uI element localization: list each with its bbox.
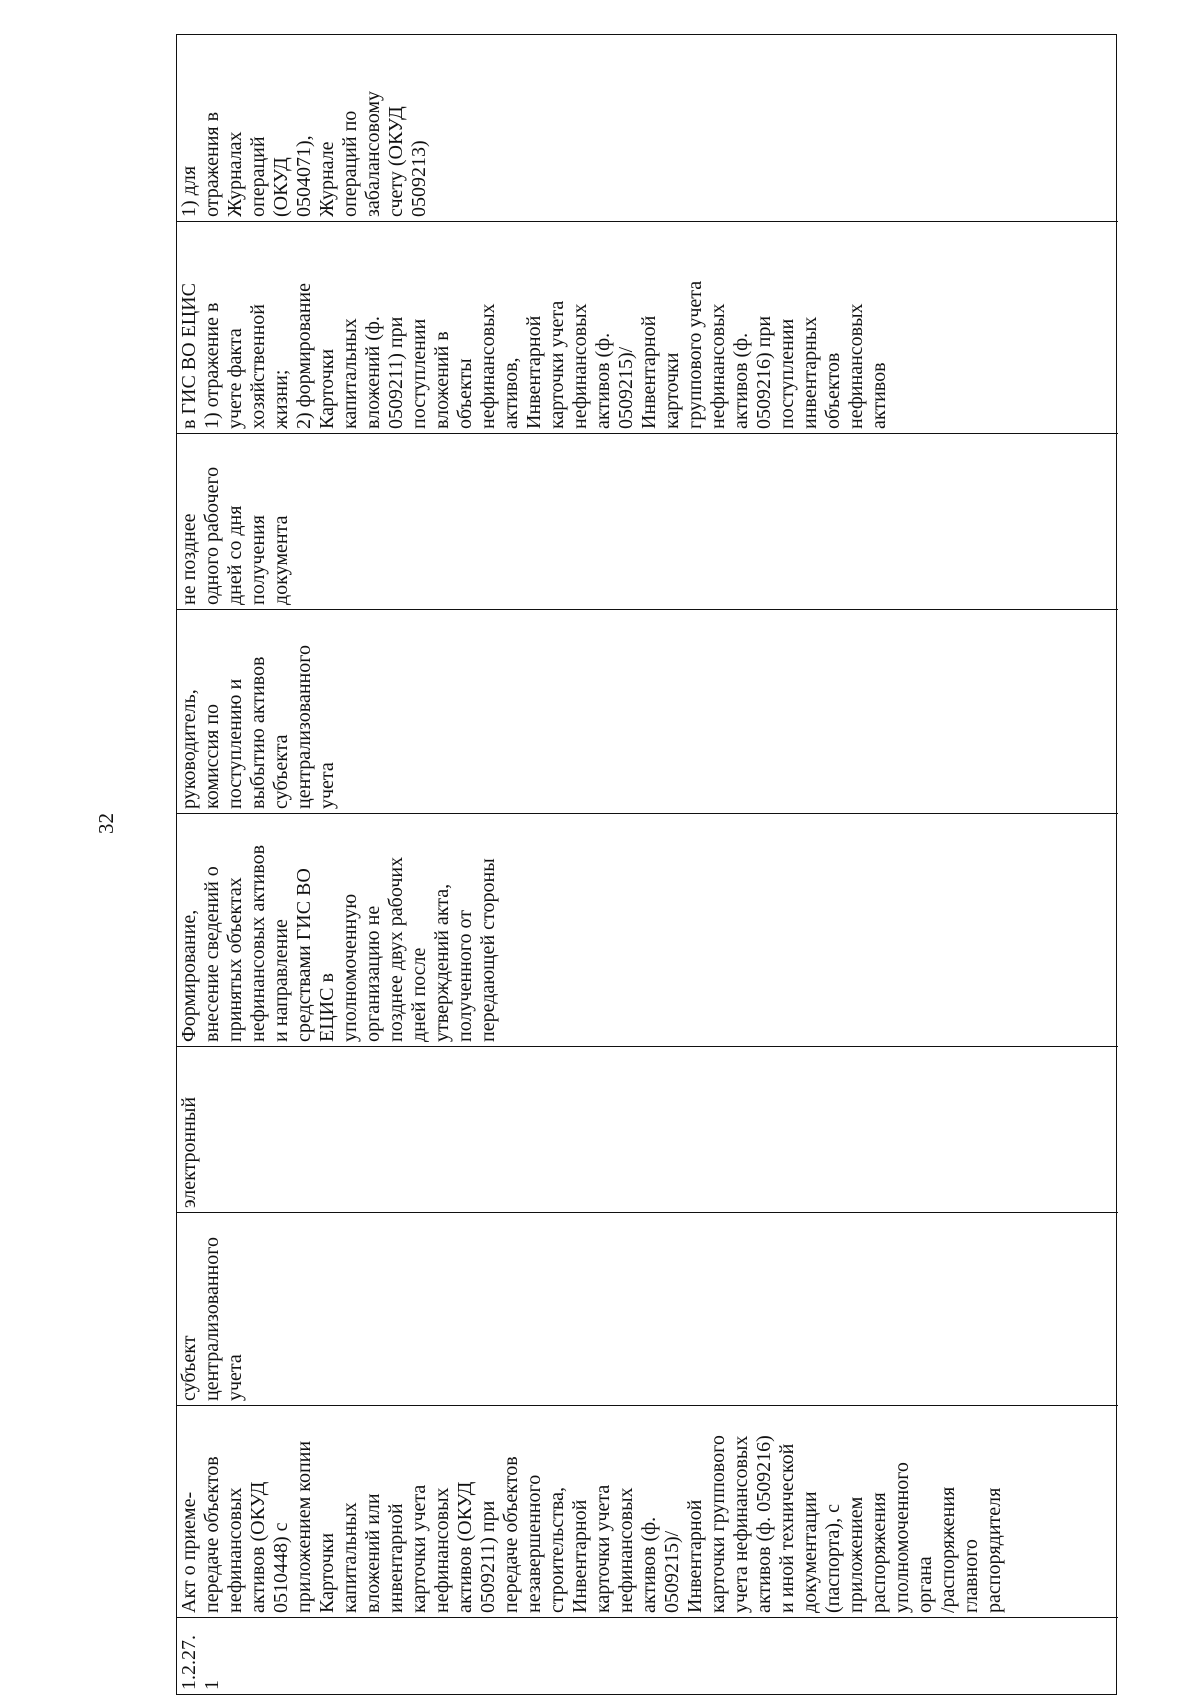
cell-signer: руководитель, комиссия по поступлению и выбытию активов субъекта централизованного учета <box>177 609 1118 813</box>
cell-recipient-action: в ГИС ВО ЕЦИС 1) отражение в учете факта хозяйственной жизни; 2) формирование Карточки капитальных вложений (ф. 0509211) при поступлении вложений в объекты нефинансовых активов, Инвентарной карточки учета нефинансовых активов (ф. 0509215)/ Инвентарной карточки группового учета нефинансовых активов (ф. 0509216) при поступлении инвентарных объектов нефинансовых активов <box>177 221 1118 433</box>
cell-document-name: Акт о приеме- передаче объектов нефинансовых активов (ОКУД 0510448) с приложением копии Карточки капитальных вложений или инвентарной карточки учета нефинансовых активов (ОКУД 0509211) при передаче объектов незавершенного строительства, Инвентарной карточки учета нефинансовых активов (ф. 0509215)/ Инвентарной карточки группового учета нефинансовых активов (ф. 0509216) и иной технической документации (паспорта), с приложением распоряжения уполномоченного органа /распоряжения главного распорядителя <box>177 1405 1118 1617</box>
cell-item-number: 1.2.27. 1 <box>177 1617 1118 1694</box>
document-table <box>176 34 1117 1695</box>
cell-executor: субъект централизованного учета <box>177 1212 1118 1405</box>
cell-deadline: не позднее одного рабочего дней со дня получения документа <box>177 433 1118 609</box>
cell-format: электронный <box>177 1046 1118 1212</box>
cell-action: Формирование, внесение сведений о принятых объектах нефинансовых активов и направление средствами ГИС ВО ЕЦИС в уполномоченную организацию не позднее двух рабочих дней после утверждений акта, полученного от передающей стороны <box>177 813 1118 1046</box>
page-number: 32 <box>94 813 118 834</box>
cell-purpose: 1) для отражения в Журналах операций (ОКУД 0504071), Журнале операций по забалансовому счету (ОКУД 0509213) <box>178 90 430 217</box>
table-row <box>177 33 1118 1694</box>
